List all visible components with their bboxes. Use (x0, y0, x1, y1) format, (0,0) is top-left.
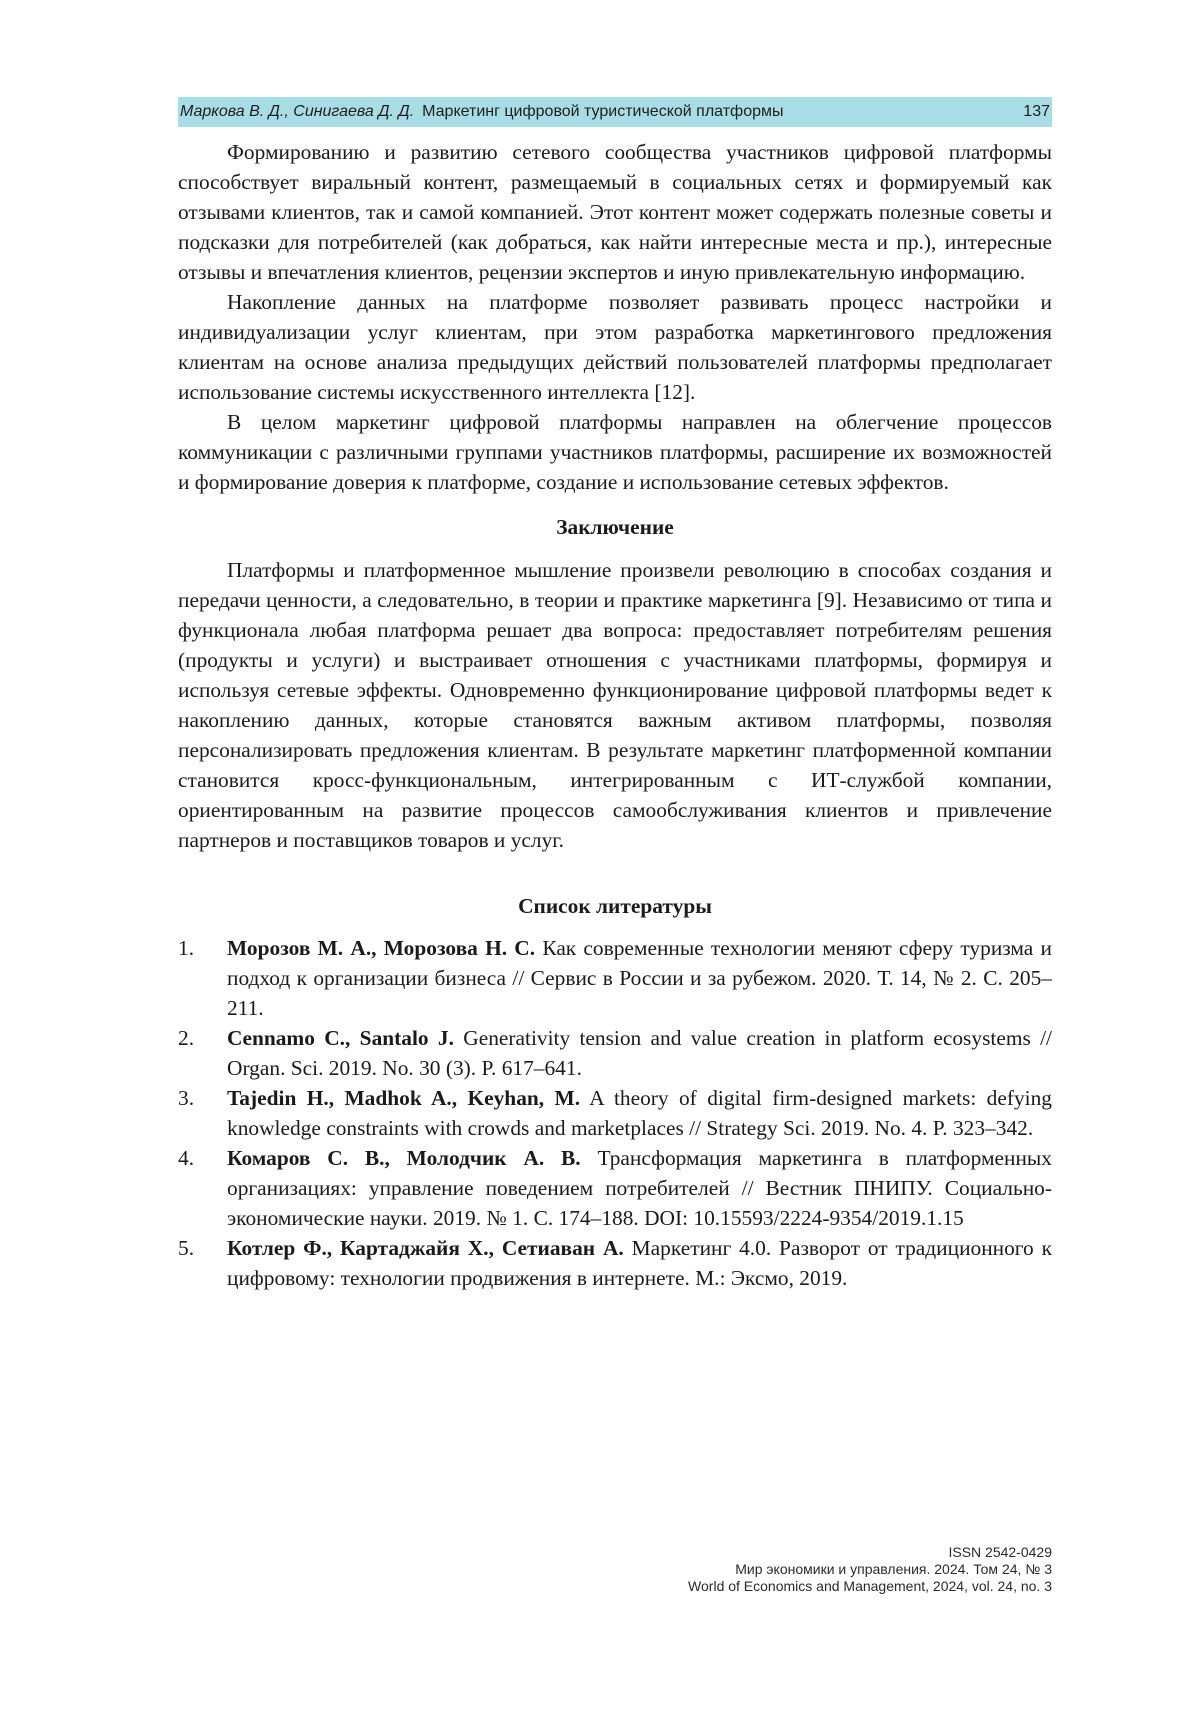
reference-number: 5. (178, 1236, 195, 1260)
reference-authors: Cennamo C., Santalo J. (227, 1026, 454, 1050)
reference-item (178, 1143, 1052, 1233)
reference-authors: Морозов М. А., Морозова Н. С. (227, 936, 536, 960)
article-page (178, 97, 1052, 1293)
reference-item (178, 1023, 1052, 1083)
footer-journal-ru: Мир экономики и управления. 2024. Том 24, № 3 (735, 1561, 1052, 1577)
journal-footer (688, 1544, 1052, 1595)
conclusion-paragraph: Платформы и платформенное мышление произвели революцию в способах создания и передачи ценности, а следовательно, в теории и практике маркетинга [9]. Независимо от типа и функционала любая платформа решает два вопроса: предоставляет потребителям решения (продукты и услуги) и выстраивает отношения с участниками платформы, формируя и используя сетевые эффекты. Одновременно функционирование цифровой платформы ведет к накоплению данных, которые становятся важным активом платформы, позволяя персонализировать предложения клиентам. В результате маркетинг платформенной компании становится кросс-функциональным, интегрированным с ИТ-службой компании, ориентированным на развитие процессов самообслуживания клиентов и привлечение партнеров и поставщиков товаров и услуг. (178, 558, 1052, 852)
reference-authors: Комаров С. В., Молодчик А. В. (227, 1146, 581, 1170)
reference-text: A theory of digital firm-designed markets: defying knowledge constraints with crowds and marketplaces // Strategy Sci. 2019. No. 4. P. 323–342. (227, 1086, 1053, 1140)
footer-issn: ISSN 2542-0429 (948, 1544, 1052, 1560)
reference-text: Трансформация маркетинга в платформенных организациях: управление поведением потребителей // Вестник ПНИПУ. Социально-экономические науки. 2019. № 1. С. 174–188. DOI: 10.15593/2224-9354/2019.1.15 (227, 1146, 1052, 1230)
running-head-title: Маркетинг цифровой туристической платформы (422, 103, 784, 120)
references-heading: Список литературы (518, 894, 712, 918)
paragraph-platform-marketing: В целом маркетинг цифровой платформы направлен на облегчение процессов коммуникации с различными группами участников платформы, расширение их возможностей и формирование доверия к платформе, создание и использование сетевых эффектов. (178, 410, 1052, 494)
paragraph-viral-content: Формированию и развитию сетевого сообщества участников цифровой платформы способствует виральный контент, размещаемый в социальных сетях и формируемый как отзывами клиентов, так и самой компанией. Этот контент может содержать полезные советы и подсказки для потребителей (как добраться, как найти интересные места и пр.), интересные отзывы и впечатления клиентов, рецензии экспертов и иную привлекательную информацию. (178, 140, 1052, 284)
article-body (178, 137, 1052, 1293)
reference-text: Generativity tension and value creation in platform ecosystems // Organ. Sci. 2019. No. 30 (3). P. 617–641. (227, 1026, 1052, 1080)
footer-journal-en: World of Economics and Management, 2024, vol. 24, no. 3 (688, 1578, 1052, 1594)
paragraph-data-accumulation: Накопление данных на платформе позволяет развивать процесс настройки и индивидуализации услуг клиентам, при этом разработка маркетингового предложения клиентам на основе анализа предыдущих действий пользователей платформы предполагает использование системы искусственного интеллекта [12]. (178, 290, 1052, 404)
reference-number: 3. (178, 1086, 195, 1110)
reference-number: 4. (178, 1146, 195, 1170)
reference-text: Маркетинг 4.0. Разворот от традиционного к цифровому: технологии продвижения в интернете. М.: Эксмо, 2019. (227, 1236, 1052, 1290)
reference-authors: Котлер Ф., Картаджайя Х., Сетиаван А. (227, 1236, 624, 1260)
reference-item (178, 1233, 1052, 1293)
reference-number: 2. (178, 1026, 195, 1050)
reference-text: Как современные технологии меняют сферу туризма и подход к организации бизнеса // Сервис в России и за рубежом. 2020. Т. 14, № 2. С. 205–211. (227, 936, 1052, 1020)
reference-item (178, 933, 1052, 1023)
running-head-authors: Маркова В. Д., Синигаева Д. Д. (180, 103, 415, 120)
conclusion-heading: Заключение (556, 515, 674, 539)
reference-item (178, 1083, 1052, 1143)
page-number: 137 (1023, 103, 1050, 120)
reference-number: 1. (178, 936, 195, 960)
reference-list (178, 933, 1052, 1293)
running-head (178, 97, 1052, 127)
reference-authors: Tajedin H., Madhok A., Keyhan, M. (227, 1086, 581, 1110)
